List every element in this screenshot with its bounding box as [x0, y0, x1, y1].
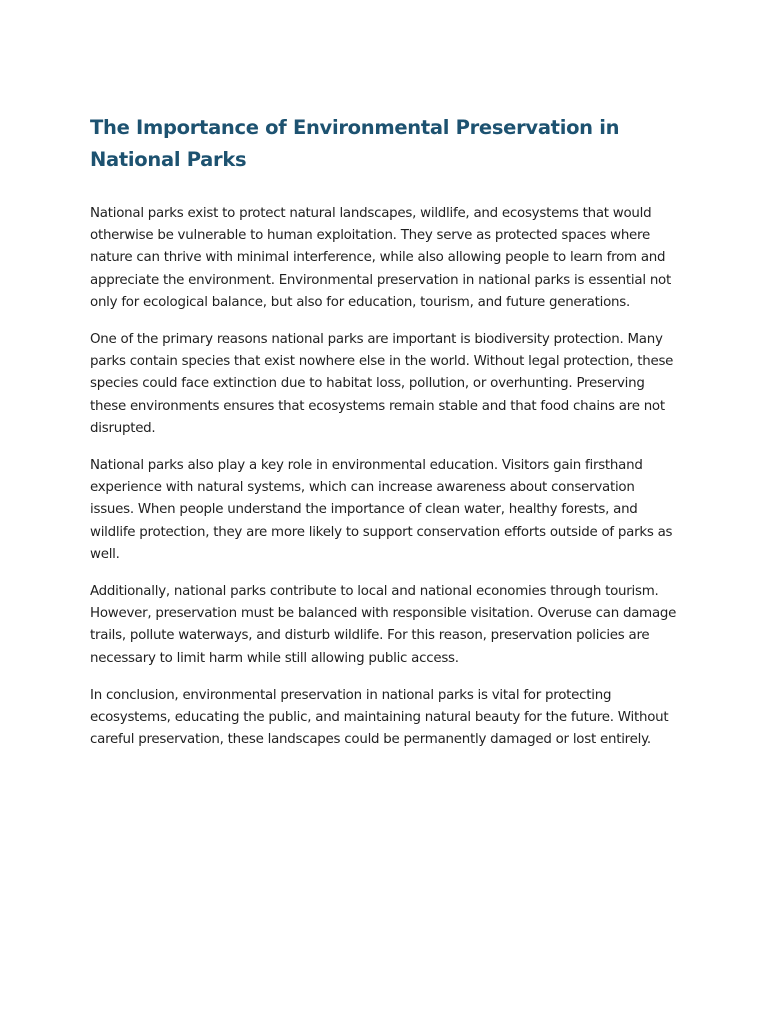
paragraph-conclusion: In conclusion, environmental preservation in national parks is vital for protecting ecosystems, educating the public, and maintaining natural beauty for the future. Without careful preservation, these landscapes could be permanently damaged or lost entirely. — [90, 687, 669, 748]
paragraph-education: National parks also play a key role in environmental education. Visitors gain firsthand experience with natural systems, which can increase awareness about conservation issues. When people understand the importance of clean water, healthy forests, and wildlife protection, they are more likely to support conservation efforts outside of parks as well. — [90, 458, 673, 562]
paragraph-biodiversity: One of the primary reasons national parks are important is biodiversity protection. Many parks contain species that exist nowhere else in the world. Without legal protection, these species could face extinction due to habitat loss, pollution, or overhunting. Preserving these environments ensures that ecosystems remain stable and that food chains are not disrupted. — [90, 332, 674, 436]
document-title: The Importance of Environmental Preservation in National Parks — [90, 116, 620, 171]
document-body — [90, 112, 678, 766]
paragraph-tourism: Additionally, national parks contribute to local and national economies through tourism. However, preservation must be balanced with responsible visitation. Overuse can damage trails, pollute waterways, and disturb wildlife. For this reason, preservation policies are necessary to limit harm while still allowing public access. — [90, 584, 677, 666]
paragraph-intro: National parks exist to protect natural landscapes, wildlife, and ecosystems that would otherwise be vulnerable to human exploitation. They serve as protected spaces where nature can thrive with minimal interference, while also allowing people to learn from and appreciate the environment. Environmental preservation in national parks is essential not only for ecological balance, but also for education, tourism, and future generations. — [90, 206, 671, 310]
